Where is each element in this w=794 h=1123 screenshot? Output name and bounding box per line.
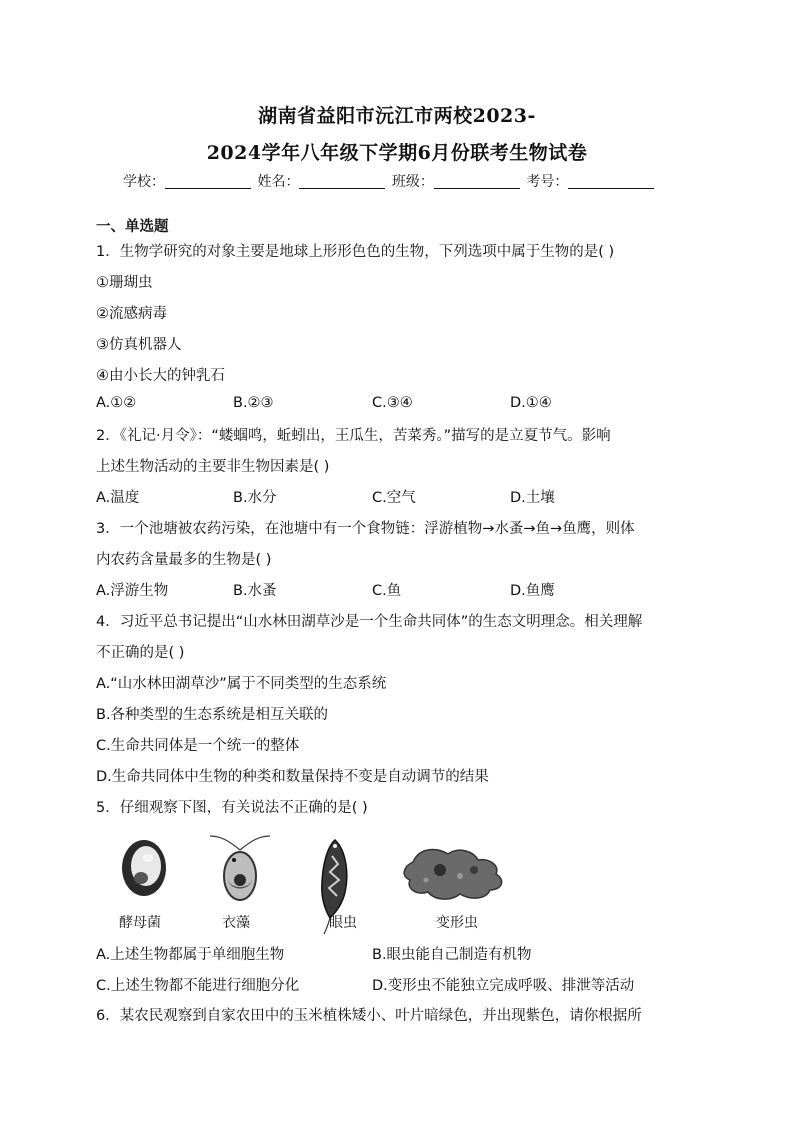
name-label: 姓名：: [257, 174, 300, 190]
exam-number-blank[interactable]: [568, 174, 654, 189]
q4-option-d: D.生命共同体中生物的种类和数量保持不变是自动调节的结果: [96, 769, 489, 785]
q1-item-2: ②流感病毒: [96, 306, 167, 322]
q2-option-b: B.水分: [233, 490, 277, 506]
q3-option-c: C.鱼: [372, 583, 402, 599]
caption-euglena: 眼虫: [329, 915, 357, 931]
q3-stem-line2: 内农药含量最多的生物是( ): [96, 552, 272, 568]
caption-amoeba: 变形虫: [436, 915, 478, 931]
class-blank[interactable]: [434, 174, 520, 189]
school-label: 学校：: [123, 174, 165, 190]
q1-item-1: ①珊瑚虫: [96, 275, 153, 291]
q1-item-4: ④由小长大的钟乳石: [96, 368, 225, 384]
q4-option-a: A.“山水林田湖草沙”属于不同类型的生态系统: [96, 676, 387, 692]
q5-option-b: B.眼虫能自己制造有机物: [372, 947, 532, 963]
q1-option-d: D.①④: [510, 395, 552, 411]
q2-stem-line1: 2．《礼记·月令》：“蝼蝈鸣，蚯蚓出，王瓜生，苦菜秀。”描写的是立夏节气。影响: [96, 428, 611, 444]
q2-option-a: A.温度: [96, 490, 140, 506]
q1-item-3: ③仿真机器人: [96, 337, 182, 353]
section-title: 一、单选题: [96, 219, 169, 235]
exam-number-label: 考号：: [526, 174, 569, 190]
caption-yeast: 酵母菌: [119, 915, 161, 931]
yeast-illustration: [122, 840, 166, 896]
caption-chlamydomonas: 衣藻: [222, 915, 250, 931]
q5-stem: 5．仔细观察下图，有关说法不正确的是( ): [96, 800, 368, 816]
q4-option-b: B.各种类型的生态系统是相互关联的: [96, 707, 329, 723]
q3-option-b: B.水蚤: [233, 583, 277, 599]
chlamydomonas-illustration: [210, 836, 270, 900]
q3-stem-line1: 3．一个池塘被农药污染，在池塘中有一个食物链：浮游植物→水蚤→鱼→鱼鹰，则体: [96, 521, 635, 537]
amoeba-illustration: [404, 850, 502, 900]
q3-option-d: D.鱼鹰: [510, 583, 555, 599]
q4-stem-line2: 不正确的是( ): [96, 645, 185, 661]
q1-option-a: A.①②: [96, 395, 137, 411]
q2-option-d: D.土壤: [510, 490, 555, 506]
student-info-row: [123, 171, 656, 191]
exam-title-line1: 湖南省益阳市沅江市两校2023-: [258, 105, 536, 127]
q1-option-b: B.②③: [233, 395, 274, 411]
school-blank[interactable]: [165, 174, 251, 189]
q5-option-a: A.上述生物都属于单细胞生物: [96, 947, 285, 963]
q1-option-c: C.③④: [372, 395, 413, 411]
q3-option-a: A.浮游生物: [96, 583, 169, 599]
q5-option-c: C.上述生物都不能进行细胞分化: [96, 978, 300, 994]
q5-option-d: D.变形虫不能独立完成呼吸、排泄等活动: [372, 978, 635, 994]
q1-stem: 1．生物学研究的对象主要是地球上形形色色的生物，下列选项中属于生物的是( ): [96, 244, 615, 260]
q2-option-c: C.空气: [372, 490, 416, 506]
exam-title-line2: 2024学年八年级下学期6月份联考生物试卷: [206, 142, 588, 164]
q4-stem-line1: 4．习近平总书记提出“山水林田湖草沙是一个生命共同体”的生态文明理念。相关理解: [96, 614, 643, 630]
q6-stem-line1: 6．某农民观察到自家农田中的玉米植株矮小、叶片暗绿色，并出现紫色，请你根据所: [96, 1008, 642, 1024]
q2-stem-line2: 上述生物活动的主要非生物因素是( ): [96, 459, 330, 475]
name-blank[interactable]: [299, 174, 385, 189]
q4-option-c: C.生命共同体是一个统一的整体: [96, 738, 300, 754]
class-label: 班级：: [391, 174, 434, 190]
